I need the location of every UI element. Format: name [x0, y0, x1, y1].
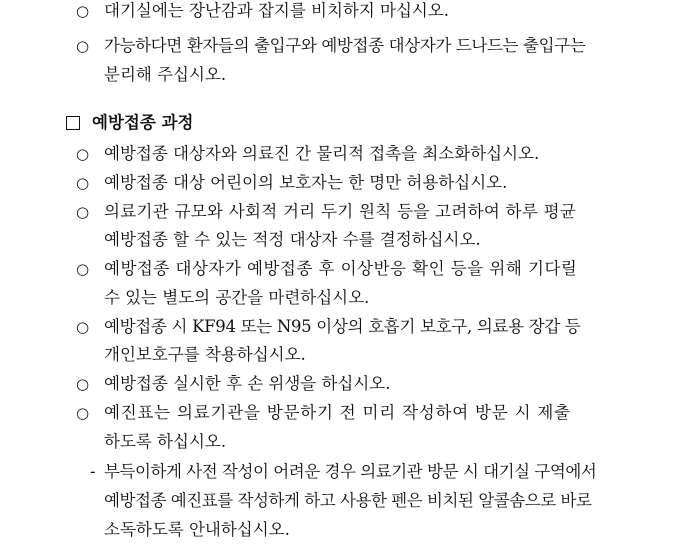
bullet-circle-icon: ○ [76, 260, 90, 278]
list-item-text: 대기실에는 장난감과 잡지를 비치하지 마십시오. [104, 1, 450, 20]
sub-list-item-text: 부득이하게 사전 작성이 어려운 경우 의료기관 방문 시 대기실 구역에서 [104, 462, 597, 481]
list-item-text: 예방접종 대상 어린이의 보호자는 한 명만 허용하십시오. [104, 173, 508, 192]
list-item-text: 수 있는 별도의 공간을 마련하십시오. [104, 288, 370, 307]
list-item-text: 의료기관 규모와 사회적 거리 두기 원칙 등을 고려하여 하루 평균 [104, 202, 577, 221]
list-item [0, 373, 680, 395]
bullet-circle-icon: ○ [76, 37, 90, 55]
list-item-continuation [0, 431, 680, 453]
bullet-circle-icon: ○ [76, 145, 90, 163]
list-item [0, 0, 680, 22]
section-title: 예방접종 과정 [92, 113, 194, 132]
list-item [0, 258, 680, 280]
list-item-continuation [0, 344, 680, 366]
sub-list-item-continuation [0, 490, 680, 512]
list-item [0, 402, 680, 424]
list-item-text: 하도록 하십시오. [104, 432, 227, 451]
sub-list-item-text: 예방접종 예진표를 작성하게 하고 사용한 펜은 비치된 알콜솜으로 바로 [104, 491, 592, 510]
bullet-circle-icon: ○ [76, 174, 90, 192]
list-item [0, 35, 680, 57]
list-item-continuation [0, 64, 680, 86]
list-item [0, 201, 680, 223]
list-item [0, 172, 680, 194]
list-item-text: 예진표는 의료기관을 방문하기 전 미리 작성하여 방문 시 제출 [104, 403, 571, 422]
list-item-text: 개인보호구를 착용하십시오. [104, 345, 306, 364]
list-item-text: 예방접종 실시한 후 손 위생을 하십시오. [104, 374, 391, 393]
sub-list-item-continuation [0, 519, 680, 541]
bullet-circle-icon: ○ [76, 2, 90, 20]
section-heading [0, 112, 680, 134]
list-item-text: 예방접종 할 수 있는 적정 대상자 수를 결정하십시오. [104, 230, 481, 249]
dash-bullet-icon: - [90, 462, 96, 481]
list-item-text: 예방접종 시 KF94 또는 N95 이상의 호흡기 보호구, 의료용 장갑 등 [104, 317, 581, 336]
list-item-text: 분리해 주십시오. [104, 65, 227, 84]
list-item-continuation [0, 229, 680, 251]
list-item [0, 143, 680, 165]
bullet-circle-icon: ○ [76, 203, 90, 221]
list-item-continuation [0, 287, 680, 309]
bullet-circle-icon: ○ [76, 318, 90, 336]
list-item-text: 예방접종 대상자가 예방접종 후 이상반응 확인 등을 위해 기다릴 [104, 259, 578, 278]
list-item-text: 예방접종 대상자와 의료진 간 물리적 접촉을 최소화하십시오. [104, 144, 540, 163]
checkbox-square-icon [66, 116, 80, 130]
bullet-circle-icon: ○ [76, 404, 90, 422]
sub-list-item [0, 461, 680, 483]
bullet-circle-icon: ○ [76, 375, 90, 393]
list-item-text: 가능하다면 환자들의 출입구와 예방접종 대상자가 드나드는 출입구는 [104, 36, 586, 55]
list-item [0, 316, 680, 338]
sub-list-item-text: 소독하도록 안내하십시오. [104, 520, 290, 539]
